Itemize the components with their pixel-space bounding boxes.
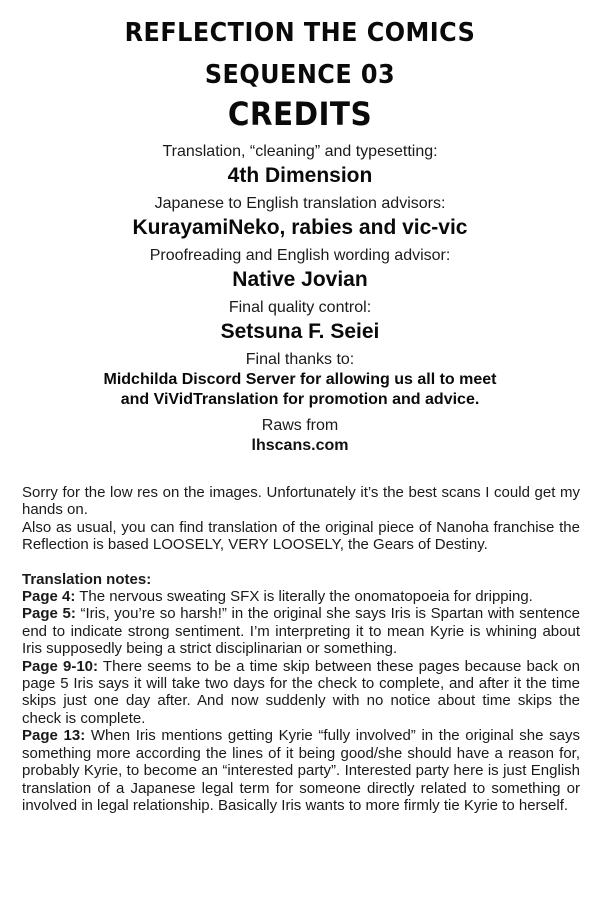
thanks-text bbox=[0, 370, 600, 410]
credit-role-proofreading: Proofreading and English wording advisor: bbox=[149, 247, 451, 264]
credit-name-proofreading: Native Jovian bbox=[232, 268, 368, 291]
title-sequence: SEQUENCE 03 bbox=[204, 60, 396, 90]
title-credits: CREDITS bbox=[227, 95, 373, 133]
intro-paragraph-1: Sorry for the low res on the images. Unfortunately it’s the best scans I could get my hands on. bbox=[22, 484, 580, 519]
notes-body bbox=[22, 484, 580, 814]
note-page-label: Page 5: bbox=[22, 605, 76, 623]
paragraph-spacer bbox=[22, 554, 580, 571]
thanks-label: Final thanks to: bbox=[245, 351, 355, 368]
notes-heading: Translation notes: bbox=[22, 570, 152, 588]
note-item bbox=[22, 605, 580, 657]
credits-list bbox=[0, 142, 600, 456]
credit-name-quality: Setsuna F. Seiei bbox=[220, 320, 380, 343]
note-item bbox=[22, 727, 580, 814]
title-series: REFLECTION THE COMICS bbox=[124, 18, 476, 48]
raws-site: lhscans.com bbox=[251, 437, 349, 454]
note-text: “Iris, you’re so harsh!” in the original she says Iris is Spartan with sentence end to indicate strong sentiment. I’m interpreting it to mean Kyrie is whining about Iris supposedly being a strict disciplinarian or something. bbox=[22, 605, 581, 658]
credit-role-quality: Final quality control: bbox=[228, 299, 372, 316]
note-item bbox=[22, 658, 580, 728]
note-text: The nervous sweating SFX is literally the onomatopoeia for dripping. bbox=[75, 588, 533, 606]
credit-name-advisors: KurayamiNeko, rabies and vic-vic bbox=[132, 216, 468, 239]
thanks-line-1: Midchilda Discord Server for allowing us all to meet bbox=[103, 371, 497, 388]
note-page-label: Page 4: bbox=[22, 588, 76, 606]
note-page-label: Page 9-10: bbox=[22, 657, 99, 675]
intro-paragraph-2: Also as usual, you can find translation of the original piece of Nanoha franchise the Reflection is based LOOSELY, VERY LOOSELY, the Gears of Destiny. bbox=[22, 518, 580, 554]
credit-name-translation: 4th Dimension bbox=[227, 164, 373, 187]
thanks-line-2: and ViVidTranslation for promotion and advice. bbox=[120, 391, 480, 408]
credit-role-translation: Translation, “cleaning” and typesetting: bbox=[162, 143, 438, 160]
note-text: There seems to be a time skip between these pages because back on page 5 Iris says it will take two days for the check to complete, and after it the time skips just one day after. And now suddenly with no notice about time skips the check is complete. bbox=[22, 657, 580, 727]
raws-label: Raws from bbox=[261, 417, 339, 434]
credit-role-advisors: Japanese to English translation advisors: bbox=[154, 195, 446, 212]
note-text: When Iris mentions getting Kyrie “fully involved” in the original she says something more according the lines of it being good/she should have a reason for, probably Kyrie, to become an “interested party”. Interested party here is just English translation of a Japanese legal term for someone directly related to something or involved in legal relationship. Basically Iris wants to more firmly tie Kyrie to herself. bbox=[22, 727, 580, 814]
note-page-label: Page 13: bbox=[22, 727, 86, 745]
note-item bbox=[22, 588, 580, 605]
